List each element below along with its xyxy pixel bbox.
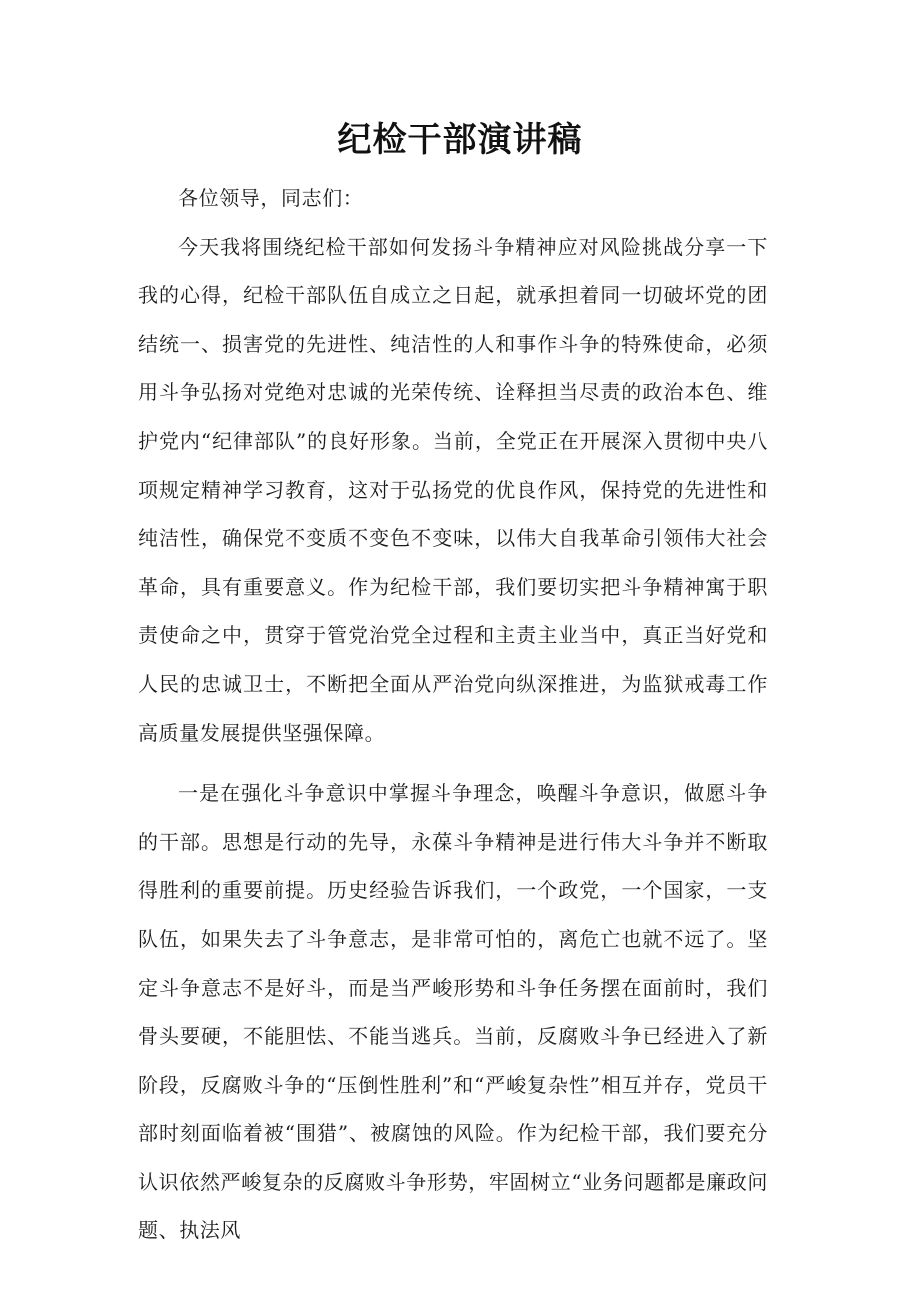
- document-title: 纪检干部演讲稿: [337, 120, 583, 160]
- salutation-paragraph: 各位领导，同志们：: [178, 186, 364, 210]
- document-body: [138, 174, 768, 1255]
- point-one-paragraph: 一是在强化斗争意识中掌握斗争理念，唤醒斗争意识，做愿斗争的干部。思想是行动的先导，永葆斗争精神是进行伟大斗争并不断取得胜利的重要前提。历史经验告诉我们，一个政党，一个国家，一支队伍，如果失去了斗争意志，是非常可怕的，离危亡也就不远了。坚定斗争意志不是好斗，而是当严峻形势和斗争任务摆在面前时，我们骨头要硬，不能胆怯、不能当逃兵。当前，反腐败斗争已经进入了新阶段，反腐败斗争的“压倒性胜利”和“严峻复杂性”相互并存，党员干部时刻面临着被“围猎”、被腐蚀的风险。作为纪检干部，我们要充分认识依然严峻复杂的反腐败斗争形势，牢固树立“业务问题都是廉政问题、执法风: [138, 781, 768, 1243]
- intro-paragraph: 今天我将围绕纪检干部如何发扬斗争精神应对风险挑战分享一下我的心得，纪检干部队伍自成立之日起，就承担着同一切破坏党的团结统一、损害党的先进性、纯洁性的人和事作斗争的特殊使命，必须用斗争弘扬对党绝对忠诚的光荣传统、诠释担当尽责的政治本色、维护党内“纪律部队”的良好形象。当前，全党正在开展深入贯彻中央八项规定精神学习教育，这对于弘扬党的优良作风，保持党的先进性和纯洁性，确保党不变质不变色不变味，以伟大自我革命引领伟大社会革命，具有重要意义。作为纪检干部，我们要切实把斗争精神寓于职责使命之中，贯穿于管党治党全过程和主责主业当中，真正当好党和人民的忠诚卫士，不断把全面从严治党向纵深推进，为监狱戒毒工作高质量发展提供坚强保障。: [138, 234, 768, 745]
